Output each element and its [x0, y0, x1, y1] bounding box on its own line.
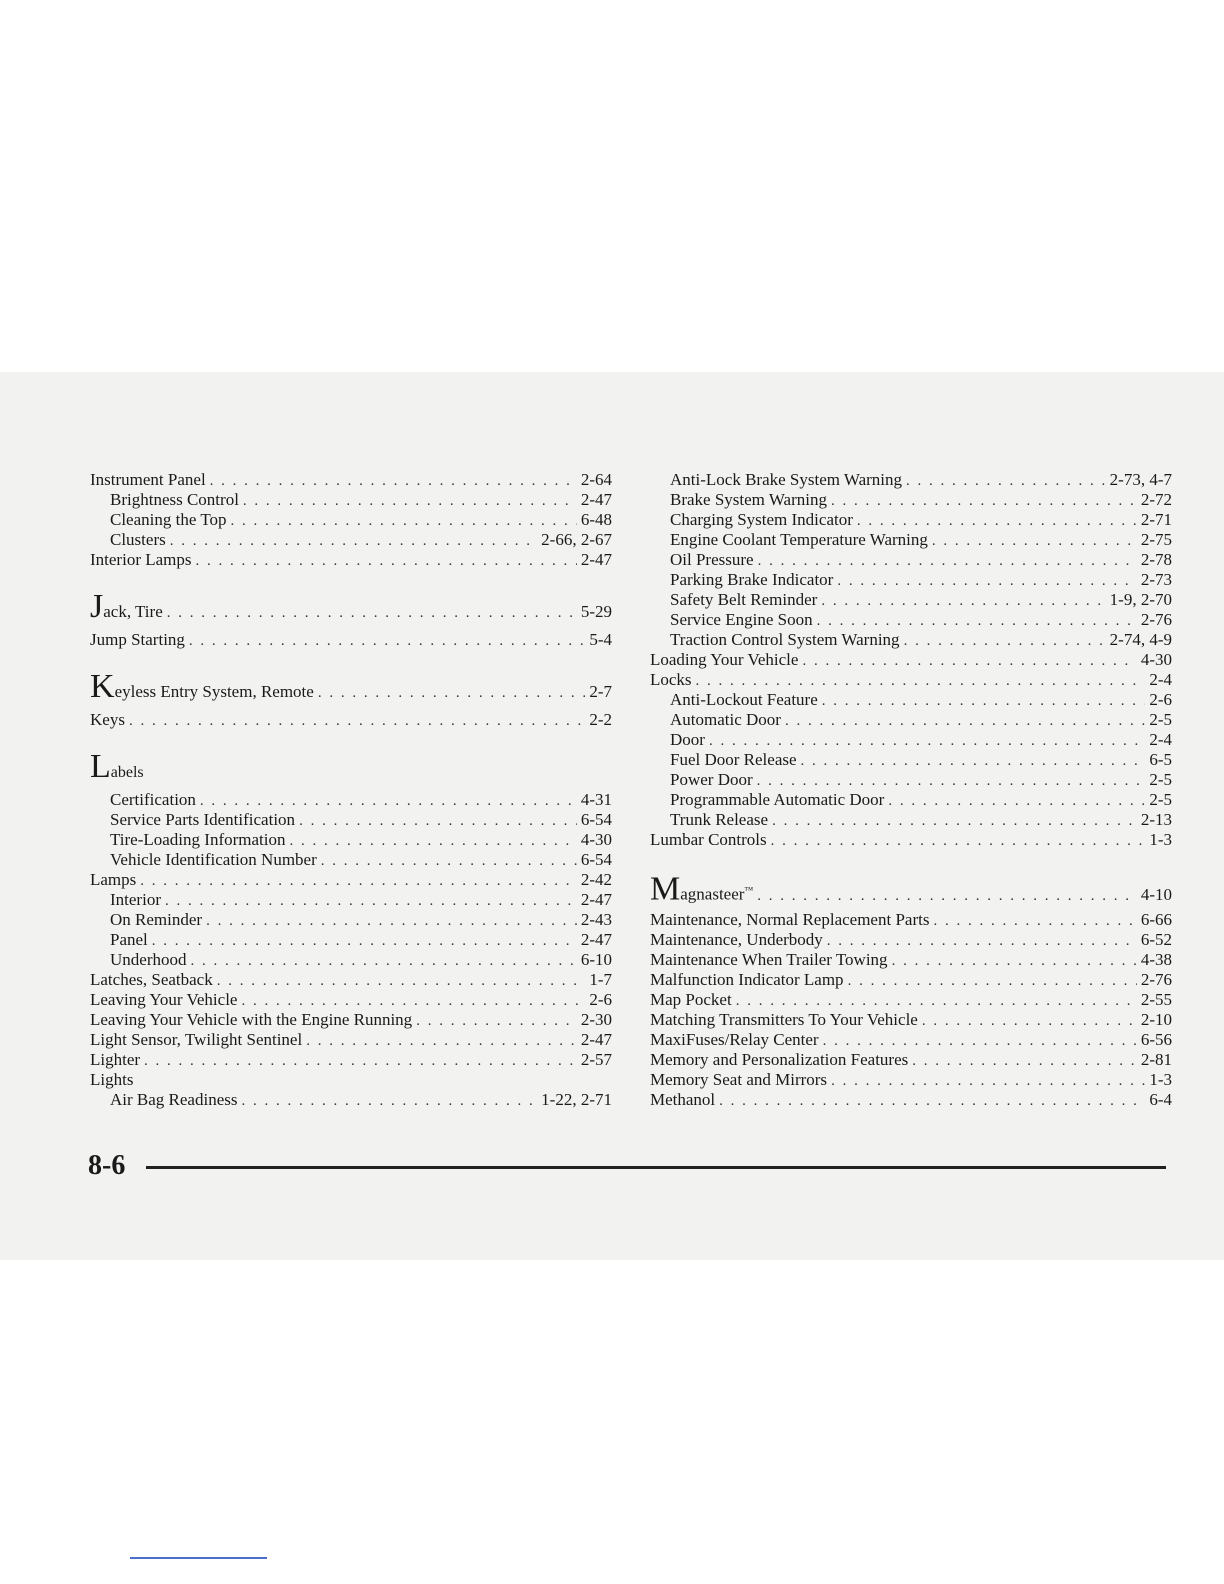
page-reference: 2-72 [1140, 490, 1172, 509]
index-subentry [650, 490, 1172, 510]
index-entry [90, 1070, 612, 1090]
dot-leader [165, 891, 577, 911]
index-term: Brake System Warning [670, 490, 827, 509]
section-gap [90, 730, 612, 750]
dot-leader [719, 1091, 1145, 1111]
dot-leader [206, 911, 577, 931]
page-reference: 2-75 [1140, 530, 1172, 549]
index-term: Instrument Panel [90, 470, 206, 489]
page-reference: 6-56 [1140, 1030, 1172, 1049]
page-reference: 2-4 [1149, 730, 1172, 749]
dot-leader [822, 691, 1146, 711]
dot-leader [817, 611, 1137, 631]
trademark-symbol: ™ [744, 885, 754, 895]
page-reference: 4-10 [1140, 884, 1172, 904]
page-reference: 2-71 [1140, 510, 1172, 529]
index-term: Service Parts Identification [110, 810, 296, 829]
dot-leader [152, 931, 577, 951]
index-subentry [90, 530, 612, 550]
index-entry [650, 830, 1172, 850]
dot-leader [831, 1071, 1145, 1091]
page-reference: 2-5 [1149, 710, 1172, 729]
index-term: Maintenance When Trailer Towing [650, 950, 888, 969]
page-reference: 2-55 [1140, 990, 1172, 1009]
index-term: Engine Coolant Temperature Warning [670, 530, 928, 549]
index-term [90, 670, 314, 712]
index-term: Power Door [670, 770, 753, 789]
page-reference: 2-47 [580, 890, 612, 909]
index-term: Methanol [650, 1090, 716, 1109]
index-term: Underhood [110, 950, 187, 969]
dot-leader [827, 931, 1137, 951]
dot-leader [200, 791, 577, 811]
index-term: Map Pocket [650, 990, 732, 1009]
index-term: Vehicle Identification Number [110, 850, 317, 869]
page-reference: 2-4 [1149, 670, 1172, 689]
dot-leader [241, 1091, 537, 1111]
page-reference: 1-9, 2-70 [1109, 590, 1172, 609]
index-subentry [650, 750, 1172, 770]
dot-leader [709, 731, 1145, 751]
section-gap [650, 850, 1172, 870]
index-entry [90, 990, 612, 1010]
index-subentry [90, 790, 612, 810]
page-reference: 2-73, 4-7 [1109, 470, 1172, 489]
page-reference: 2-47 [580, 550, 612, 569]
index-subentry [650, 770, 1172, 790]
index-term: Certification [110, 790, 196, 809]
index-subentry [90, 910, 612, 930]
index-entry [650, 910, 1172, 930]
index-term: MaxiFuses/Relay Center [650, 1030, 819, 1049]
index-entry [650, 1050, 1172, 1070]
index-entry [650, 970, 1172, 990]
dot-leader [321, 851, 577, 871]
bottom-link-underline [130, 1557, 267, 1559]
index-term: Automatic Door [670, 710, 781, 729]
index-column-right [650, 470, 1172, 1110]
section-letter: K [90, 668, 115, 705]
page-reference: 6-10 [580, 950, 612, 969]
index-subentry [650, 590, 1172, 610]
index-term: Loading Your Vehicle [650, 650, 799, 669]
index-term: Parking Brake Indicator [670, 570, 834, 589]
dot-leader [318, 673, 586, 713]
page-reference: 2-5 [1149, 770, 1172, 789]
page-reference: 2-66, 2-67 [541, 530, 612, 549]
dot-leader [848, 971, 1137, 991]
dot-leader [144, 1051, 577, 1071]
index-term: Air Bag Readiness [110, 1090, 238, 1109]
index-term: Matching Transmitters To Your Vehicle [650, 1010, 918, 1029]
index-subentry [90, 510, 612, 530]
dot-leader [821, 591, 1105, 611]
section-term-rest: ack, Tire [103, 602, 163, 621]
page-reference: 2-6 [589, 990, 612, 1009]
section-letter: M [650, 870, 681, 908]
dot-leader [129, 711, 585, 731]
index-term: Anti-Lockout Feature [670, 690, 818, 709]
page-reference: 2-47 [580, 1030, 612, 1049]
dot-leader [190, 951, 576, 971]
index-entry [90, 1010, 612, 1030]
page-reference: 2-6 [1149, 690, 1172, 709]
index-term [90, 750, 144, 793]
page-reference: 2-78 [1140, 550, 1172, 569]
dot-leader [857, 511, 1137, 531]
index-subentry [90, 490, 612, 510]
index-term: Tire-Loading Information [110, 830, 286, 849]
index-term: Light Sensor, Twilight Sentinel [90, 1030, 303, 1049]
index-entry [90, 470, 612, 490]
index-subentry [90, 850, 612, 870]
dot-leader [757, 771, 1146, 791]
index-entry [650, 1030, 1172, 1050]
page-reference: 6-66 [1140, 910, 1172, 929]
index-term: Brightness Control [110, 490, 239, 509]
page-reference: 4-38 [1140, 950, 1172, 969]
page-reference: 2-7 [589, 682, 612, 701]
index-section-heading [90, 750, 612, 790]
dot-leader [696, 671, 1146, 691]
index-subentry [650, 810, 1172, 830]
dot-leader [196, 551, 577, 571]
page-reference: 6-52 [1140, 930, 1172, 949]
index-term: Cleaning the Top [110, 510, 227, 529]
index-entry [90, 1030, 612, 1050]
page-reference: 2-76 [1140, 610, 1172, 629]
index-entry [90, 1050, 612, 1070]
index-section-heading [650, 870, 1172, 910]
page-number: 8-6 [88, 1150, 126, 1181]
index-subentry [650, 510, 1172, 530]
dot-leader [217, 971, 586, 991]
page-reference: 2-30 [580, 1010, 612, 1029]
index-entry [90, 550, 612, 570]
index-term: Anti-Lock Brake System Warning [670, 470, 903, 489]
index-term: Lamps [90, 870, 137, 889]
dot-leader [801, 751, 1146, 771]
dot-leader [758, 551, 1137, 571]
index-entry [650, 930, 1172, 950]
index-entry [650, 990, 1172, 1010]
index-subentry [90, 1090, 612, 1110]
index-term: Safety Belt Reminder [670, 590, 818, 609]
index-term: Interior Lamps [90, 550, 192, 569]
index-term: Malfunction Indicator Lamp [650, 970, 844, 989]
index-subentry [650, 530, 1172, 550]
dot-leader [167, 593, 577, 633]
page-reference: 4-30 [580, 830, 612, 849]
index-term: Memory and Personalization Features [650, 1050, 909, 1069]
index-entry [650, 950, 1172, 970]
dot-leader [231, 511, 577, 531]
index-entry [90, 710, 612, 730]
dot-leader [802, 651, 1136, 671]
index-term: Maintenance, Normal Replacement Parts [650, 910, 930, 929]
section-gap [90, 570, 612, 590]
page-reference: 2-57 [580, 1050, 612, 1069]
index-entry [650, 670, 1172, 690]
page-reference: 4-31 [580, 790, 612, 809]
index-term: Clusters [110, 530, 166, 549]
index-term: Panel [110, 930, 148, 949]
dot-leader [241, 991, 585, 1011]
section-term-rest: eyless Entry System, Remote [114, 682, 314, 701]
dot-leader [299, 811, 577, 831]
index-term: Door [670, 730, 705, 749]
index-term: Lighter [90, 1050, 141, 1069]
page-reference: 4-30 [1140, 650, 1172, 669]
index-subentry [650, 710, 1172, 730]
index-term: Jump Starting [90, 630, 185, 649]
dot-leader [771, 831, 1146, 851]
index-column-left [90, 470, 612, 1110]
index-term: On Reminder [110, 910, 203, 929]
dot-leader [243, 491, 577, 511]
dot-leader [416, 1011, 577, 1031]
index-term: Leaving Your Vehicle [90, 990, 238, 1009]
section-term-rest: abels [110, 764, 144, 781]
footer-rule [146, 1166, 1166, 1169]
section-letter: L [90, 748, 111, 785]
index-entry [650, 650, 1172, 670]
index-subentry [650, 790, 1172, 810]
index-term: Lumbar Controls [650, 830, 767, 849]
index-entry [650, 1070, 1172, 1090]
page-reference: 1-3 [1149, 830, 1172, 849]
page-reference: 6-48 [580, 510, 612, 529]
page-reference: 5-4 [589, 630, 612, 649]
index-term: Programmable Automatic Door [670, 790, 885, 809]
index-subentry [650, 730, 1172, 750]
section-letter: J [90, 588, 104, 625]
dot-leader [140, 871, 577, 891]
dot-leader [912, 1051, 1137, 1071]
page-reference: 2-47 [580, 930, 612, 949]
page-reference: 1-3 [1149, 1070, 1172, 1089]
page-reference: 2-47 [580, 490, 612, 509]
dot-leader [189, 631, 585, 651]
page-reference: 6-54 [580, 850, 612, 869]
index-subentry [90, 890, 612, 910]
dot-leader [736, 991, 1137, 1011]
index-term: Memory Seat and Mirrors [650, 1070, 828, 1089]
index-term: Leaving Your Vehicle with the Engine Running [90, 1010, 413, 1029]
index-term: Maintenance, Underbody [650, 930, 823, 949]
index-term: Locks [650, 670, 692, 689]
dot-leader [831, 491, 1137, 511]
index-entry [90, 630, 612, 650]
dot-leader [904, 631, 1106, 651]
index-entry [90, 970, 612, 990]
index-subentry [650, 470, 1172, 490]
dot-leader [932, 531, 1137, 551]
dot-leader [170, 531, 537, 551]
page-reference: 2-81 [1140, 1050, 1172, 1069]
index-term: Trunk Release [670, 810, 769, 829]
index-term: Lights [90, 1070, 134, 1089]
dot-leader [933, 911, 1136, 931]
index-subentry [650, 550, 1172, 570]
index-term: Traction Control System Warning [670, 630, 900, 649]
dot-leader [785, 711, 1145, 731]
page-reference: 6-54 [580, 810, 612, 829]
page-reference: 6-5 [1149, 750, 1172, 769]
dot-leader [888, 791, 1145, 811]
page-reference: 1-7 [589, 970, 612, 989]
dot-leader [892, 951, 1137, 971]
page-reference: 2-76 [1140, 970, 1172, 989]
index-term: Service Engine Soon [670, 610, 813, 629]
index-subentry [90, 830, 612, 850]
dot-leader [210, 471, 577, 491]
page-reference: 5-29 [580, 602, 612, 621]
index-term: Keys [90, 710, 125, 729]
dot-leader [823, 1031, 1137, 1051]
index-subentry [90, 930, 612, 950]
index-section-heading [90, 590, 612, 630]
dot-leader [922, 1011, 1137, 1031]
section-gap [90, 650, 612, 670]
dot-leader [837, 571, 1136, 591]
dot-leader [289, 831, 576, 851]
index-entry [650, 1090, 1172, 1110]
index-subentry [90, 950, 612, 970]
page-reference: 2-10 [1140, 1010, 1172, 1029]
page-reference: 2-42 [580, 870, 612, 889]
dot-leader [906, 471, 1106, 491]
index-subentry [650, 690, 1172, 710]
page-reference: 2-43 [580, 910, 612, 929]
index-entry [90, 870, 612, 890]
dot-leader [772, 811, 1137, 831]
page-reference: 6-4 [1149, 1090, 1172, 1109]
index-term: Interior [110, 890, 161, 909]
index-subentry [90, 810, 612, 830]
page-reference: 2-2 [589, 710, 612, 729]
page-reference: 2-64 [580, 470, 612, 489]
index-entry [650, 1010, 1172, 1030]
index-subentry [650, 630, 1172, 650]
page-reference: 2-74, 4-9 [1109, 630, 1172, 649]
index-term: Latches, Seatback [90, 970, 213, 989]
index-term [650, 870, 753, 915]
index-term: Charging System Indicator [670, 510, 853, 529]
page-reference: 2-5 [1149, 790, 1172, 809]
index-subentry [650, 610, 1172, 630]
index-section-heading [90, 670, 612, 710]
index-subentry [650, 570, 1172, 590]
index-term [90, 590, 163, 632]
section-term-rest: agnasteer [680, 884, 745, 904]
dot-leader [306, 1031, 577, 1051]
index-term: Oil Pressure [670, 550, 754, 569]
page-reference: 2-73 [1140, 570, 1172, 589]
index-term: Fuel Door Release [670, 750, 797, 769]
page-reference: 1-22, 2-71 [541, 1090, 612, 1109]
page-reference: 2-13 [1140, 810, 1172, 829]
